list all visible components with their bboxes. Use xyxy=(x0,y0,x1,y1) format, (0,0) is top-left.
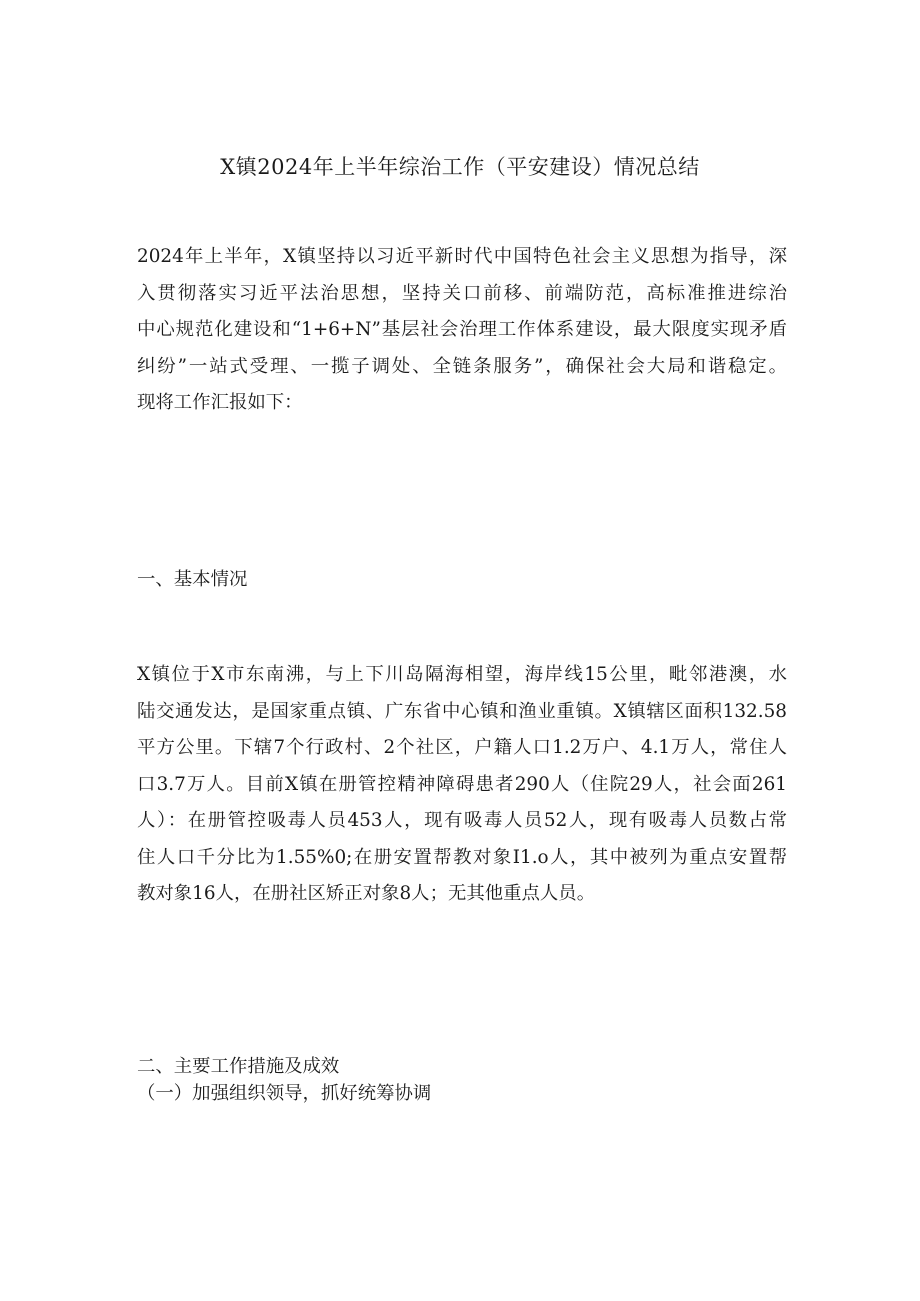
intro-paragraph xyxy=(137,239,787,422)
basic-info-line: 住人口千分比为1.55%0;在册安置帮教对象I1.o人，其中被列为重点安置帮 xyxy=(137,846,787,868)
basic-info-line: X镇位于X市东南沸，与上下川岛隔海相望，海岸线15公里，毗邻港澳，水 xyxy=(137,664,787,685)
basic-info-line: 平方公里。下辖7个行政村、2个社区，户籍人口1.2万户、4.1万人，常住人 xyxy=(137,737,787,758)
section-heading-basic-info: 一、基本情况 xyxy=(137,569,248,590)
intro-line: 纠纷”一站式受理、一揽子调处、全链条服务”，确保社会大局和谐稳定。 xyxy=(137,355,787,377)
intro-line: 中心规范化建设和“1+6+N”基层社会治理工作体系建设，最大限度实现矛盾 xyxy=(137,319,787,340)
basic-info-line: 口3.7万人。目前X镇在册管控精神障碍患者290人（住院29人，社会面261 xyxy=(137,773,787,795)
section-heading-measures: 二、主要工作措施及成效 xyxy=(137,1056,340,1077)
subsection-heading-organization: （一）加强组织领导，抓好统筹协调 xyxy=(137,1083,432,1104)
intro-line: 现将工作汇报如下： xyxy=(137,392,303,413)
basic-info-line: 人）：在册管控吸毒人员453人，现有吸毒人员52人，现有吸毒人员数占常 xyxy=(137,810,787,831)
basic-info-paragraph xyxy=(137,657,787,913)
intro-line: 2024年上半年，X镇坚持以习近平新时代中国特色社会主义思想为指导，深 xyxy=(137,246,787,267)
basic-info-line: 教对象16人，在册社区矫正对象8人；无其他重点人员。 xyxy=(137,883,596,904)
intro-line: 入贯彻落实习近平法治思想，坚持关口前移、前端防范，高标准推进综治 xyxy=(137,282,787,304)
basic-info-line: 陆交通发达，是国家重点镇、广东省中心镇和渔业重镇。X镇辖区面积132.58 xyxy=(137,700,787,722)
document-title: X镇2024年上半年综治工作（平安建设）情况总结 xyxy=(220,155,700,179)
